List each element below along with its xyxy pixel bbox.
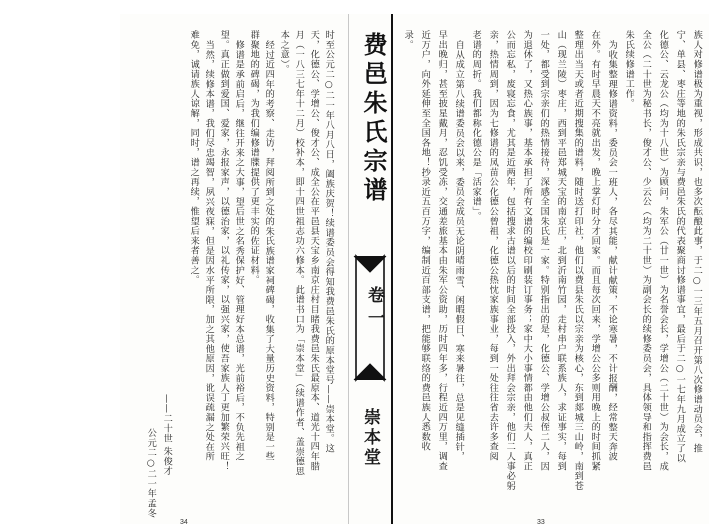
hall-name: 崇本堂 (360, 408, 380, 468)
right-text-column: 族人对修谱极为重视，形成共识，也多次酝酿此事，于二○一三年五月召开第八次修谱动员会，推 (691, 30, 703, 454)
signature-author: ——二十世 朱俊才 (161, 394, 173, 476)
left-text-column: 修谱是承前启后，继往开来之大事，望后世之名秀保护好、管理好本总谱，光前裕后，不负先祖之 (233, 40, 245, 462)
right-text-column: 朱氏续修谱工作。 (623, 30, 635, 109)
right-text-column: 公而忘私，废寝忘食，尤其是近两年，包括搜求古谱以后的时间全部投入，外出拜会宗亲，他们二人事必躬 (504, 30, 516, 491)
volume-label: 卷一 (364, 286, 384, 332)
left-text-column: 群聚地的碑碣，为我们编修谱牒提供了更丰实的佐证材料。 (248, 30, 260, 285)
page-number-left: 34 (180, 519, 188, 526)
right-text-column: 老谱的周折。我们都称化德公是「活家谱」。 (470, 30, 482, 222)
right-text-column: 在外。有时早晨天不亮就出发，晚上掌灯时分才回家。而且每次回来，学增公公多则用晚上的时间抓紧 (589, 30, 601, 471)
left-text-column: 天，化德公、学增公、俊才公、成全公在平邑县天宝乡南京庄村目睹我费邑朱氏最原本、道光十四年腊 (308, 30, 320, 471)
left-text-column: 当然，续修本谱，我们尽忠竭智，夙兴夜寐，但是因水平所限，加之其他原因，讹误疏漏之处在所 (203, 40, 215, 462)
right-page (349, 14, 709, 524)
left-page (120, 14, 349, 524)
right-text-column: 全公（二十世为秘书长，俊才公、少云公（均为二十世）为副会长的续修委员会，具体领导和指挥费邑 (640, 30, 652, 471)
signature-date: 公元二○二一年孟冬 (145, 428, 157, 518)
left-text-column: 难免，诚请族人谅解，同时，谱之再续，惟望后来者善之。 (188, 30, 200, 285)
right-text-column: 整理出当天或者近期搜集的谱料，随时送打印社，他们以费县朱氏以宗亲为核心，东到郯城三山岭，南到苍 (572, 30, 584, 491)
left-text-column: 望。真正做到爱国、爱家，永报家声，以德治家，以礼传家，以强兴家，使吾家族人丁更加繁荣兴旺！ (218, 30, 230, 471)
right-text-column: 亲，热情周到，因为七修谱的凤苗公化德公曾祖，化德公热忱家族事业，每到一处往往省去许多查阅 (487, 30, 499, 462)
right-text-column: 近万户，向外延伸至全国各地！抄录近五百万字，编制近百部支谱，把能够联络的费邑族人悉数收 (419, 30, 431, 452)
right-text-column: 山（现兰陵）枣庄，西到平邑郑城天宝的南京庄，北到沂南竹园，走村串户联系族人，求证事实，每到 (555, 30, 567, 471)
right-text-column: 为收集整理修谱资料，委员会一班人，各尽其能，献计献策，不论寒暑，不计报酬，经常整天奔波 (606, 40, 618, 462)
right-text-column: 化德公、云龙公（均为十八世）为顾问，朱军公（廿一世）为名誉会长，学增公（二十世）为会长，成 (657, 30, 669, 471)
right-text-column: 为退休了，又热心族事，基本承担了所有文谱的编校印刷装订事务；家中大小事情都由他们夫人，真正 (521, 30, 533, 471)
right-text-column: 宁、单县、枣庄等地的朱氏宗亲与费邑朱氏的代表聚商讨修谱事宜，最后于二○一七年九月成立了以 (674, 30, 686, 463)
right-text-column: 录。 (402, 30, 414, 50)
page-number-right: 33 (537, 519, 545, 526)
left-text-column: 本之意）。 (278, 30, 290, 75)
genealogy-title: 费邑朱氏宗谱 (359, 32, 388, 206)
left-text-column: 时至公元二○二一年八月八日，阖族庆贺！续谱委员会得知我费邑朱氏的原本堂号——崇本堂。这 (323, 30, 335, 454)
right-text-column: 早出晚归，甚至披星戴月，忍饥受冻，交通差旅基本由朱军公资助，历时四年多，行程近四万里，调查 (436, 30, 448, 471)
title-banner (349, 14, 393, 524)
right-text-column: 自从成立第八续谱委员会以来，委员会成员无论阴晴雨雪、闲暇假日、寒来暑往，总是见缝插针， (453, 40, 465, 462)
left-text-column: 月（一八三七年十二月）校补本，即十四世祖志功六修本。此谱书口为「崇本堂」（续谱作者、盖崇德思 (293, 30, 305, 477)
volume-emblem (352, 256, 388, 380)
right-text-column: 一处，都受到宗亲们的热情接待，深感全国朱氏是一家。特别指出的是，化德公、学增公叔侄二人，因 (538, 30, 550, 471)
left-text-column: 经过近四年的考察、走访，拜阅所到之处的朱氏族谱家祠碑碣，收集了大量历史资料，特别是一些 (263, 40, 275, 462)
